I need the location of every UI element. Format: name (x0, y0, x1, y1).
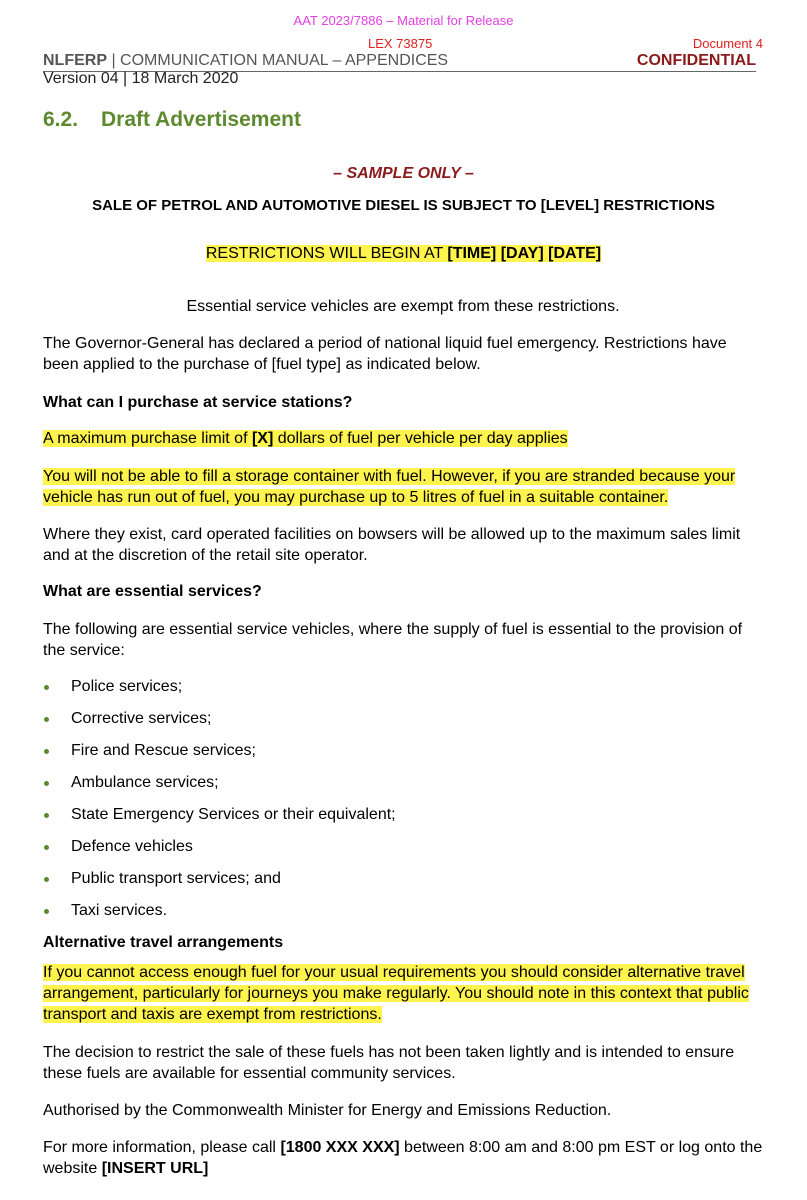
question-purchase: What can I purchase at service stations? (43, 394, 353, 411)
list-item-text: Public transport services; and (71, 870, 281, 887)
alternative-paragraph (43, 962, 763, 1025)
list-item (43, 740, 396, 772)
bullet-icon (44, 781, 49, 786)
limit-suffix: dollars of fuel per vehicle per day applies (273, 430, 568, 447)
list-item (43, 836, 396, 868)
restrictions-banner (0, 245, 807, 263)
bullet-icon (44, 685, 49, 690)
header-separator: | (107, 52, 121, 69)
sample-label: – SAMPLE ONLY – (333, 165, 474, 182)
lex-number: LEX 73875 (368, 36, 433, 51)
bullet-icon (44, 909, 49, 914)
section-title: Draft Advertisement (101, 108, 301, 131)
document-number: Document 4 (692, 36, 763, 51)
restrictions-text (206, 245, 601, 262)
list-item (43, 900, 396, 932)
bullet-icon (44, 717, 49, 722)
list-item-text: Corrective services; (71, 710, 212, 727)
contact-prefix: For more information, please call (43, 1139, 281, 1156)
limit-placeholder: [X] (251, 430, 274, 447)
bullet-icon (44, 877, 49, 882)
container-highlight: You will not be able to fill a storage container with fuel. However, if you are stranded because your vehicle has run out of fuel, you may purchase up to 5 litres of fuel in a suitable container. (43, 468, 736, 506)
limit-prefix: A maximum purchase limit of (43, 430, 252, 447)
list-item (43, 772, 396, 804)
alternative-highlight: If you cannot access enough fuel for your usual requirements you should consider alternative travel arrangement, particularly for journeys you make regularly. You should note in this context that public transport and taxis are exempt from restrictions. (43, 964, 749, 1023)
list-item (43, 804, 396, 836)
contact-phone: [1800 XXX XXX] (280, 1139, 400, 1156)
list-item (43, 868, 396, 900)
section-number: 6.2. (43, 108, 79, 131)
list-item (43, 676, 396, 708)
list-item-text: Taxi services. (71, 902, 168, 919)
restrictions-placeholder: [TIME] [DAY] [DATE] (447, 245, 602, 262)
header-brand: NLFERP (43, 52, 107, 69)
bullet-icon (44, 845, 49, 850)
section-heading (43, 108, 301, 132)
contact-paragraph (43, 1137, 763, 1179)
list-item-text: Police services; (71, 678, 183, 695)
list-item-text: State Emergency Services or their equivalent; (71, 806, 396, 823)
list-item-text: Defence vehicles (71, 838, 193, 855)
decision-paragraph: The decision to restrict the sale of these fuels has not been taken lightly and is intended to ensure these fuels are available for essential community services. (43, 1044, 735, 1082)
contact-middle: between 8:00 am and 8:00 pm EST or log onto the website (43, 1139, 763, 1177)
intro-paragraph: The Governor-General has declared a period of national liquid fuel emergency. Restrictions have been applied to the purchase of [fuel type] as indicated below. (43, 335, 727, 373)
bullet-icon (44, 749, 49, 754)
restrictions-prefix: RESTRICTIONS WILL BEGIN AT (205, 245, 448, 262)
exempt-line: Essential service vehicles are exempt from these restrictions. (186, 298, 620, 315)
release-stamp: AAT 2023/7886 – Material for Release (293, 13, 514, 28)
list-item (43, 708, 396, 740)
bullet-icon (44, 813, 49, 818)
authorised-line: Authorised by the Commonwealth Minister for Energy and Emissions Reduction. (43, 1102, 612, 1119)
version-line: Version 04 | 18 March 2020 (43, 70, 239, 87)
ad-headline: SALE OF PETROL AND AUTOMOTIVE DIESEL IS SUBJECT TO [LEVEL] RESTRICTIONS (92, 197, 715, 214)
list-item-text: Fire and Rescue services; (71, 742, 256, 759)
limit-highlight (43, 430, 568, 447)
limit-paragraph (43, 428, 763, 449)
classification-label: CONFIDENTIAL (636, 52, 756, 69)
question-essential: What are essential services? (43, 583, 262, 600)
list-item-text: Ambulance services; (71, 774, 219, 791)
container-paragraph (43, 466, 763, 508)
essential-intro: The following are essential service vehicles, where the supply of fuel is essential to the provision of the service: (43, 621, 743, 659)
header-title: COMMUNICATION MANUAL – APPENDICES (120, 52, 449, 69)
contact-url: [INSERT URL] (101, 1160, 209, 1177)
essential-services-list (43, 676, 396, 932)
question-alternative: Alternative travel arrangements (43, 934, 284, 951)
card-facilities-paragraph: Where they exist, card operated facilities on bowsers will be allowed up to the maximum sales limit and at the discretion of the retail site operator. (43, 526, 741, 564)
page-header (43, 52, 756, 72)
